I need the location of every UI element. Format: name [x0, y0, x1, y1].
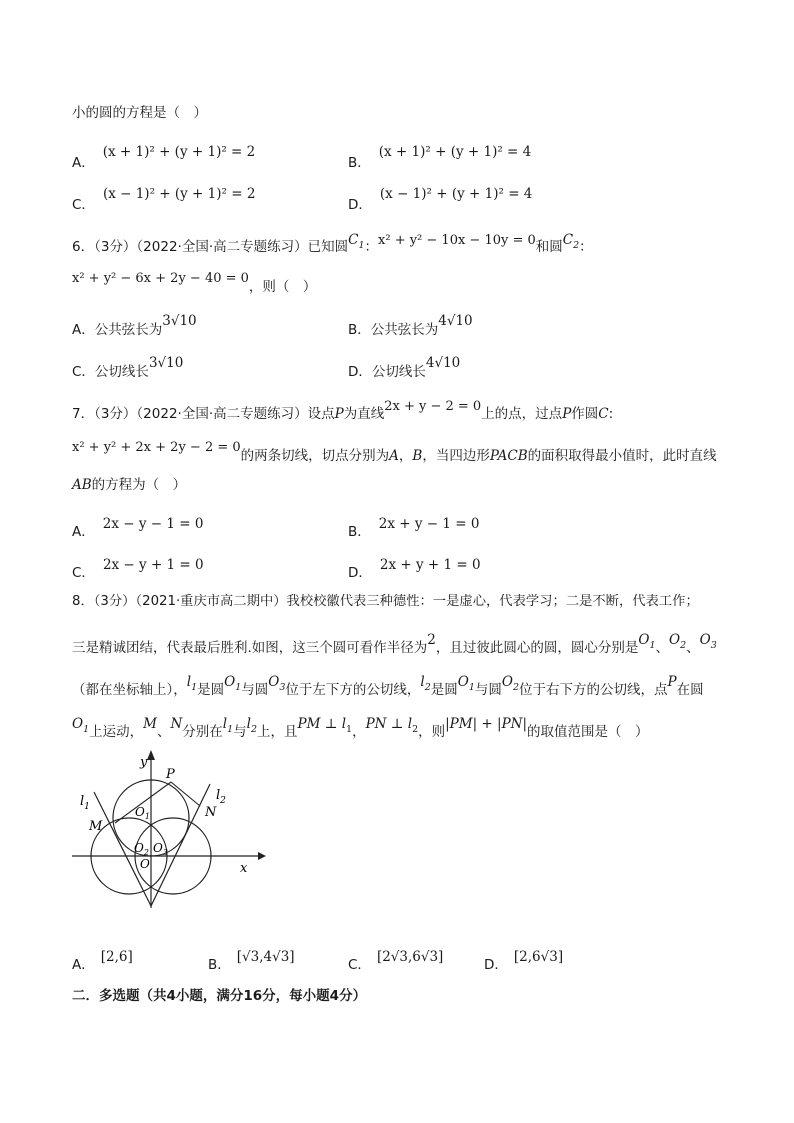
q8-option-b — [208, 945, 295, 973]
origin-label: O — [140, 857, 150, 871]
q8-text: （都在坐标轴上）， — [72, 682, 187, 698]
line-l1-label: $l_1$ — [80, 794, 90, 812]
option-equation: (x − 1)² + (y + 1)² = 4 — [379, 186, 533, 202]
option-label: B．公共弦长为 — [348, 322, 439, 338]
q8-pn-perp: PN ⊥ $l_2$ — [365, 716, 419, 735]
q7-stem-line3 — [72, 473, 186, 493]
q6-stem-line1 — [72, 228, 593, 255]
q7-prefix: 7．（3分）（2022·全国·高二专题练习）设点 — [72, 406, 335, 422]
q8-stem-line2 — [72, 628, 717, 656]
option-label: A． — [72, 524, 95, 540]
q8-o1: $O_1$ — [638, 632, 656, 651]
center-o1-label: $O_1$ — [135, 805, 150, 821]
q8-text: 三是精诚团结，代表最后胜利.如图，这三个圆可看作半径为 — [72, 640, 428, 656]
q6-option-a — [72, 313, 197, 338]
q8-o1: $O_1$ — [72, 716, 90, 735]
q7-text: 的方程为（ ） — [91, 477, 187, 493]
point-n-label: N — [205, 805, 217, 820]
q8-text: 是圆 — [197, 682, 225, 698]
q8-text: 位于左下方的公切线， — [285, 682, 421, 698]
line-l2-label: $l_2$ — [216, 788, 226, 806]
y-axis-label: y — [140, 755, 148, 770]
q7-text: ，当四边形 — [422, 448, 490, 464]
q7-circle-eq: x² + y² + 2x + 2y − 2 = 0 — [72, 440, 241, 455]
q8-radius: 2 — [427, 632, 436, 648]
option-label: D．公切线长 — [348, 364, 426, 380]
q6-colon: ： — [364, 239, 379, 255]
q6-c2: $C_2$ — [562, 232, 580, 251]
q6-option-d — [348, 355, 461, 380]
q6-circle2-eq: x² + y² − 6x + 2y − 40 = 0 — [72, 271, 249, 286]
option-label: B． — [348, 155, 371, 171]
q8-point-m: M — [143, 716, 157, 732]
q6-option-b — [348, 313, 473, 338]
point-p-label: P — [166, 767, 175, 782]
q8-point-p: P — [667, 674, 677, 690]
option-value: 4√10 — [425, 355, 461, 371]
q7-line-eq: 2x + y − 2 = 0 — [384, 399, 482, 414]
q6-c1: $C_1$ — [348, 232, 365, 251]
q8-o1: $O_1$ — [224, 674, 242, 693]
q8-text: ，则 — [418, 724, 446, 740]
q8-option-c — [348, 945, 444, 973]
q5-option-a — [72, 144, 256, 171]
q8-stem-line3 — [72, 670, 704, 698]
q8-text: 是圆 — [430, 682, 458, 698]
q8-l2: $l_2$ — [246, 716, 258, 735]
q8-option-d — [484, 945, 564, 973]
q6-option-c — [72, 355, 184, 380]
option-label: D． — [348, 197, 372, 213]
q6-circle1-eq: x² + y² − 10x − 10y = 0 — [378, 233, 536, 248]
q8-text: ，且过彼此圆心的圆，圆心分别是 — [435, 640, 639, 656]
q6-tail: ，则（ ） — [248, 279, 317, 295]
q7-stem-line1 — [72, 394, 614, 422]
q6-stem-line2 — [72, 266, 317, 295]
q8-l1: $l_1$ — [222, 716, 234, 735]
q8-o3: $O_3$ — [268, 674, 286, 693]
option-label: A．公共弦长为 — [72, 322, 163, 338]
q7-point-p: P — [334, 406, 344, 422]
q7-text: 上的点，过点 — [481, 406, 563, 422]
q8-sep: 、 — [686, 640, 700, 656]
q7-point-a: A — [389, 448, 399, 464]
option-value: [√3,4√3] — [236, 949, 295, 965]
q8-o2: $O_2$ — [501, 674, 519, 693]
q7-line-ab: AB — [72, 477, 92, 493]
option-label: B． — [208, 957, 231, 973]
q8-o1: $O_1$ — [457, 674, 475, 693]
q8-stem-line4 — [72, 712, 649, 740]
option-label: A． — [72, 155, 95, 171]
q8-text: 与 — [233, 724, 247, 740]
option-value: 4√10 — [438, 313, 473, 329]
q8-sum: |PM| + |PN| — [445, 716, 528, 732]
option-value: [2,6] — [100, 949, 133, 965]
center-o3-label: $O_3$ — [153, 841, 168, 857]
option-label: C． — [72, 565, 95, 581]
q6-colon: ： — [579, 239, 593, 255]
option-label: C． — [348, 957, 371, 973]
option-equation: 2x + y − 1 = 0 — [378, 516, 480, 532]
option-label: D． — [348, 565, 372, 581]
q8-option-a — [72, 945, 133, 973]
option-value: [2√3,6√3] — [376, 949, 444, 965]
q5-option-d — [348, 186, 533, 213]
q8-text: ， — [352, 724, 366, 740]
q7-text: 作圆 — [571, 406, 599, 422]
q7-text: 的面积取得最小值时，此时直线 — [527, 448, 717, 464]
q7-point-p: P — [562, 406, 572, 422]
option-label: C．公切线长 — [72, 364, 149, 380]
point-m-label: M — [89, 819, 103, 834]
q8-text: 上，且 — [257, 724, 298, 740]
option-equation: 2x − y − 1 = 0 — [102, 516, 204, 532]
q8-text: 、 — [156, 724, 171, 740]
q5-option-c — [72, 186, 256, 213]
q8-pm-perp: PM ⊥ $l_1$ — [297, 716, 353, 735]
option-equation: 2x − y + 1 = 0 — [102, 557, 204, 573]
option-equation: 2x + y + 1 = 0 — [379, 557, 481, 573]
q7-option-a — [72, 512, 204, 540]
q8-text: 与圆 — [474, 682, 502, 698]
q8-sep: 、 — [655, 640, 670, 656]
q7-colon: : — [608, 406, 614, 422]
section-heading-multiple-choice: 二．多选题（共4小题，满分16分，每小题4分） — [72, 988, 367, 1004]
option-value: [2,6√3] — [513, 949, 564, 965]
q5-option-b — [348, 144, 532, 171]
q7-text: 为直线 — [343, 406, 385, 422]
q8-l2: $l_2$ — [420, 674, 431, 693]
school-badge-figure — [60, 748, 270, 918]
q8-text: 与圆 — [241, 682, 269, 698]
q7-point-b: B — [412, 448, 423, 464]
q8-text: 的取值范围是（ ） — [527, 724, 649, 740]
option-equation: (x + 1)² + (y + 1)² = 4 — [378, 144, 532, 160]
center-o2-label: $O_2$ — [134, 841, 149, 857]
q6-and: 和圆 — [535, 239, 563, 255]
y-axis-arrow-icon — [147, 750, 155, 760]
q8-o2: $O_2$ — [669, 632, 687, 651]
q7-quad: PACB — [489, 448, 528, 464]
q6-prefix: 6．（3分）（2022·全国·高二专题练习）已知圆 — [72, 239, 349, 255]
option-label: D． — [484, 957, 508, 973]
q7-text: ， — [398, 448, 413, 464]
option-label: A． — [72, 957, 95, 973]
x-axis-arrow-icon — [258, 852, 266, 860]
q7-option-c — [72, 553, 204, 581]
q7-text: 的两条切线，切点分别为 — [240, 448, 390, 464]
option-label: C． — [72, 197, 95, 213]
question-intro-line: 小的圆的方程是（ ） — [72, 105, 207, 121]
q7-circle-c: C — [598, 406, 609, 422]
q8-text: 上运动， — [89, 724, 144, 740]
q7-option-d — [348, 553, 481, 581]
option-label: B． — [348, 524, 371, 540]
option-value: 3√10 — [148, 355, 184, 371]
q8-text: 位于右下方的公切线，点 — [519, 682, 668, 698]
q8-text: 分别在 — [182, 724, 223, 740]
q8-text: 在圆 — [676, 682, 704, 698]
x-axis-label: x — [240, 861, 248, 876]
q8-stem-line1: 8．（3分）（2021·重庆市高二期中）我校校徽代表三种德性：一是虚心，代表学习；二是不断，代表工作； — [72, 594, 699, 609]
q8-l1: $l_1$ — [186, 674, 198, 693]
option-equation: (x − 1)² + (y + 1)² = 2 — [102, 186, 256, 202]
q8-o3: $O_3$ — [699, 632, 717, 651]
q8-point-n: N — [170, 716, 183, 732]
option-equation: (x + 1)² + (y + 1)² = 2 — [102, 144, 256, 160]
q7-option-b — [348, 512, 480, 540]
q7-stem-line2 — [72, 435, 717, 464]
option-value: 3√10 — [162, 313, 197, 329]
